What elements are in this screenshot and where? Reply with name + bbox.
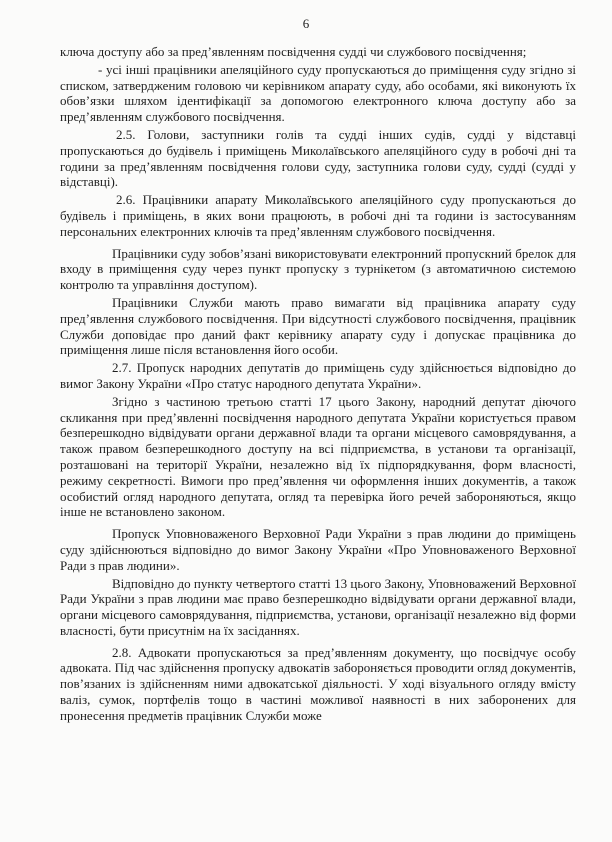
paragraph: Відповідно до пункту четвертого статті 13 цього Закону, Уповноважений Верховної Ради України з прав людини має право безперешкодно відвідувати органи державної влади, органи місцевого самоврядування, підприємства, установи, організації незалежно від форми власності, бути присутнім на їх засіданнях. bbox=[60, 575, 576, 638]
paragraph: 2.6. Працівники апарату Миколаївського апеляційного суду пропускаються до будівель і приміщень, в яких вони працюють, в робочі дні та години із застосуванням персональних електронних ключів та пред’явленням службового посвідчення. bbox=[60, 192, 576, 239]
paragraph: 2.5. Голови, заступники голів та судді інших судів, судді у відставці пропускаються до будівель і приміщень Миколаївського апеляційного суду в робочі дні та години за пред’явленням посвідчення голови суду, заступника голови суду, судді (судді у відставці). bbox=[60, 126, 576, 190]
paragraph: 2.7. Пропуск народних депутатів до приміщень суду здійснюється відповідно до вимог Закону України «Про статус народного депутата України». bbox=[60, 360, 576, 391]
page-number: 6 bbox=[302, 16, 310, 31]
paragraph: - усі інші працівники апеляційного суду пропускаються до приміщення суду згідно зі списком, затвердженим головою чи керівником апарату суду, або особами, які виконують їх обов’язки шляхом ідентифікації за допомогою електронного ключа доступу або за пред’явленням службового посвідчення. bbox=[60, 61, 576, 125]
paragraph: ключа доступу або за пред’явленням посвідчення судді чи службового посвідчення; bbox=[60, 44, 527, 59]
paragraph: Працівники суду зобов’язані використовувати електронний пропускний брелок для входу в приміщення суду через пункт пропуску з турнікетом (з автоматичною системою контролю та управління доступом). bbox=[60, 245, 576, 293]
paragraph: Згідно з частиною третьою статті 17 цього Закону, народний депутат діючого скликання при пред’явленні посвідчення народного депутата України користується правом безперешкодно відвідувати органи державної влади та органи місцевого самоврядування, а також правом безперешкодного доступу на всі підприємства, в установи та організації, розташовані на території України, незалежно від їх підпорядкування, форм власності, режиму секретності. Вимоги про пред’явлення чи оформлення інших документів, а також особистий огляд народного депутата, огляд та перевірка його речей забороняються, якщо інше не встановлено законом. bbox=[60, 393, 576, 520]
paragraph: Працівники Служби мають право вимагати від працівника апарату суду пред’явлення службового посвідчення. При відсутності службового посвідчення, працівник Служби доповідає про даний факт керівнику апарату суду і допускає працівника до приміщення лише після встановлення його особи. bbox=[60, 294, 576, 358]
paragraph: 2.8. Адвокати пропускаються за пред’явленням документу, що посвідчує особу адвоката. Під час здійснення пропуску адвокатів забороняється проводити огляд документів, пов’язаних із здійсненням ними адвокатської діяльності. У ході візуального огляду вмісту валіз, сумок, портфелів тощо в частині можливої наявності в них заборонених для пронесення предметів працівник Служби може bbox=[60, 644, 576, 723]
document-body bbox=[60, 44, 576, 726]
paragraph: Пропуск Уповноваженого Верховної Ради України з прав людини до приміщень суду здійснюються відповідно до вимог Закону України «Про Уповноваженого Верховної Ради з прав людини». bbox=[60, 526, 576, 573]
